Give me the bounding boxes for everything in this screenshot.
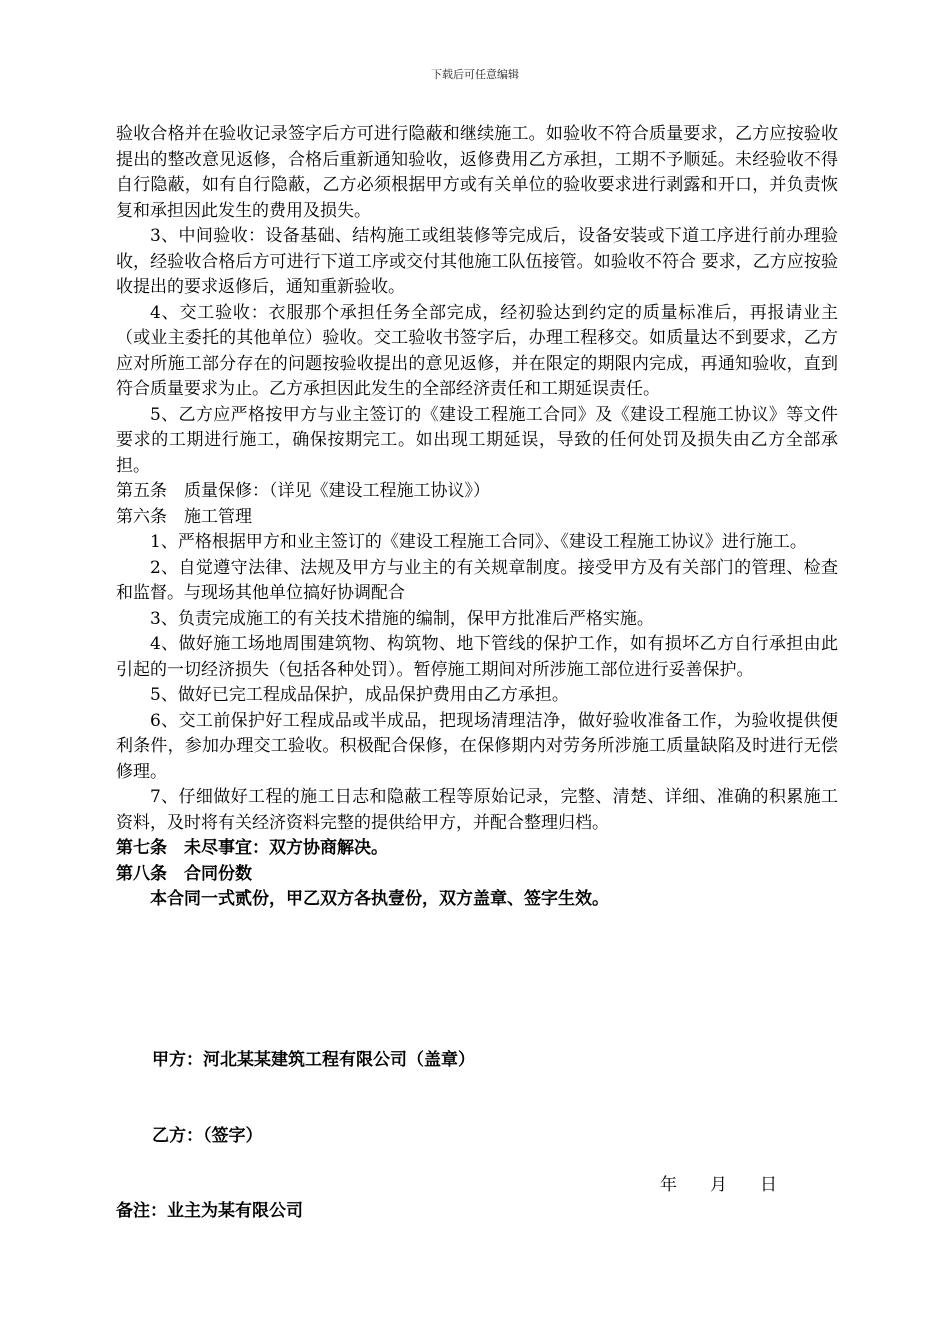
party-a-signature: 甲方：河北某某建筑工程有限公司（盖章） [152,1050,475,1070]
article-heading: 第八条 合同份数 [116,863,252,884]
paragraph: 4、交工验收：衣服那个承担任务全部完成，经初验达到约定的质量标准后，再报请业主（或业主委托的其他单位）验收。交工验收书签字后，办理工程移交。如质量达不到要求，乙方应对所施工部分存在的问题按验收提出的意见返修，并在限定的期限内完成，再通知验收，直到符合质量要求为止。乙方承担因此发生的全部经济责任和工期延误责任。 [116,302,838,399]
article-heading: 第六条 施工管理 [116,506,252,527]
paragraph: 1、严格根据甲方和业主签订的《建设工程施工合同》、《建设工程施工协议》进行施工。 [150,532,807,552]
paragraph: 3、负责完成施工的有关技术措施的编制，保甲方批准后严格实施。 [150,608,654,629]
page-header: 下载后可任意编辑 [431,68,519,81]
paragraph: 验收合格并在验收记录签字后方可进行隐蔽和继续施工。如验收不符合质量要求，乙方应按验收提出的整改意见返修，合格后重新通知验收，返修费用乙方承担，工期不予顺延。未经验收不得自行隐蔽，如有自行隐蔽，乙方必须根据甲方或有关单位的验收要求进行剥露和开口，并负责恢复和承担因此发生的费用及损失。 [116,124,838,221]
paragraph: 5、乙方应严格按甲方与业主签订的《建设工程施工合同》及《建设工程施工协议》等文件要求的工期进行施工，确保按期完工。如出现工期延误，导致的任何处罚及损失由乙方全部承担。 [116,404,838,476]
article-heading: 第七条 未尽事宜：双方协商解决。 [116,838,388,858]
month-label: 月 [710,1175,727,1195]
party-b-signature: 乙方：（签字） [152,1126,263,1146]
day-label: 日 [760,1175,777,1195]
paragraph: 4、做好施工场地周围建筑物、构筑物、地下管线的保护工作，如有损坏乙方自行承担由此引起的一切经济损失（包括各种处罚）。暂停施工期间对所涉施工部位进行妥善保护。 [116,634,838,680]
paragraph: 本合同一式贰份，甲乙双方各执壹份，双方盖章、签字生效。 [150,889,609,909]
paragraph: 6、交工前保护好工程成品或半成品，把现场清理洁净，做好验收准备工作，为验收提供便利条件，参加办理交工验收。积极配合保修，在保修期内对劳务所涉施工质量缺陷及时进行无偿修理。 [116,710,838,782]
article-heading: 第五条 质量保修：（详见《建设工程施工协议》） [116,481,490,501]
remark: 备注：业主为某有限公司 [116,1201,303,1221]
contract-body [116,122,838,913]
paragraph: 5、做好已完工程成品保护，成品保护费用由乙方承担。 [150,685,569,705]
year-label: 年 [660,1175,677,1195]
date-line [660,1170,810,1195]
paragraph: 3、中间验收：设备基础、结构施工或组装修等完成后，设备安装或下道工序进行前办理验收，经验收合格后方可进行下道工序或交付其他施工队伍接管。如验收不符合 要求，乙方应按验收提出的要求返修后，通知重新验收。 [116,226,838,297]
paragraph: 2、自觉遵守法律、法规及甲方与业主的有关规章制度。接受甲方及有关部门的管理、检查和监督。与现场其他单位搞好协调配合 [116,557,838,603]
paragraph: 7、仔细做好工程的施工日志和隐蔽工程等原始记录，完整、清楚、详细、准确的积累施工资料，及时将有关经济资料完整的提供给甲方，并配合整理归档。 [116,787,838,833]
